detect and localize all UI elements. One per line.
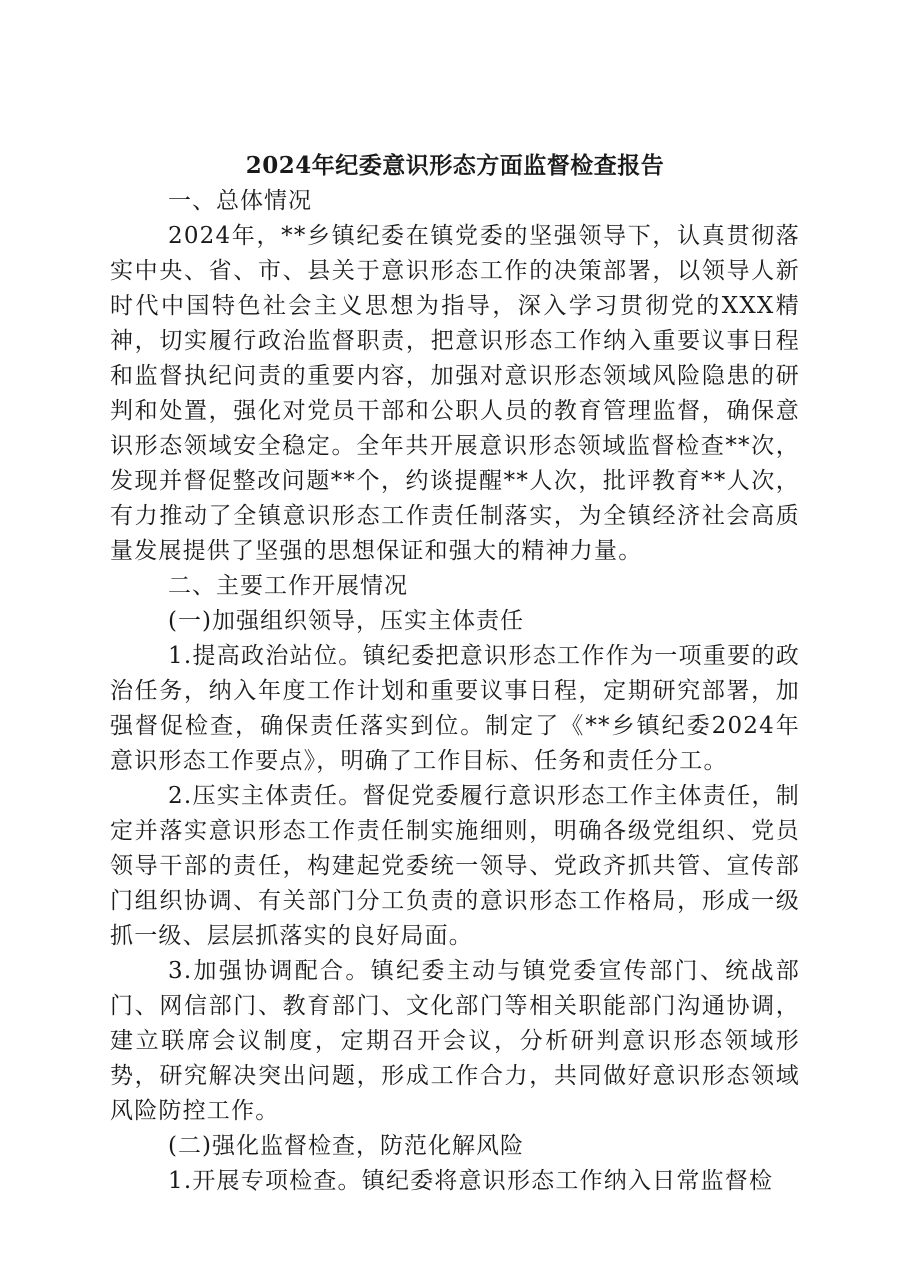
subsection-heading-supervision: (二)强化监督检查，防范化解风险 bbox=[168, 1133, 524, 1159]
document-title: 2024年纪委意识形态方面监督检查报告 bbox=[245, 152, 665, 179]
list-item: 1.提高政治站位。镇纪委把意识形态工作作为一项重要的政治任务，纳入年度工作计划和重要议事日程，定期研究部署，加强督促检查，确保责任落实到位。制定了《**乡镇纪委2024年意识形态工作要点》，明确了工作目标、任务和责任分工。 bbox=[110, 643, 800, 774]
document-body bbox=[110, 148, 800, 1199]
subsection-heading-organization: (一)加强组织领导，压实主体责任 bbox=[168, 608, 524, 634]
list-item: 3.加强协调配合。镇纪委主动与镇党委宣传部门、统战部门、网信部门、教育部门、文化部门等相关职能部门沟通协调，建立联席会议制度，定期召开会议，分析研判意识形态领域形势，研究解决突出问题，形成工作合力，共同做好意识形态领域风险防控工作。 bbox=[110, 958, 800, 1124]
section-heading-main-work: 二、主要工作开展情况 bbox=[168, 573, 408, 599]
list-item: 2.压实主体责任。督促党委履行意识形态工作主体责任，制定并落实意识形态工作责任制实施细则，明确各级党组织、党员领导干部的责任，构建起党委统一领导、党政齐抓共管、宣传部门组织协调、有关部门分工负责的意识形态工作格局，形成一级抓一级、层层抓落实的良好局面。 bbox=[110, 783, 800, 949]
list-item: 1.开展专项检查。镇纪委将意识形态工作纳入日常监督检 bbox=[168, 1168, 774, 1194]
overview-paragraph: 2024年，**乡镇纪委在镇党委的坚强领导下，认真贯彻落实中央、省、市、县关于意识形态工作的决策部署，以领导人新时代中国特色社会主义思想为指导，深入学习贯彻党的XXX精神，切实履行政治监督职责，把意识形态工作纳入重要议事日程和监督执纪问责的重要内容，加强对意识形态领域风险隐患的研判和处置，强化对党员干部和公职人员的教育管理监督，确保意识形态领域安全稳定。全年共开展意识形态领域监督检查**次，发现并督促整改问题**个，约谈提醒**人次，批评教育**人次，有力推动了全镇意识形态工作责任制落实，为全镇经济社会高质量发展提供了坚强的思想保证和强大的精神力量。 bbox=[110, 223, 800, 564]
section-heading-overview: 一、总体情况 bbox=[168, 188, 312, 214]
